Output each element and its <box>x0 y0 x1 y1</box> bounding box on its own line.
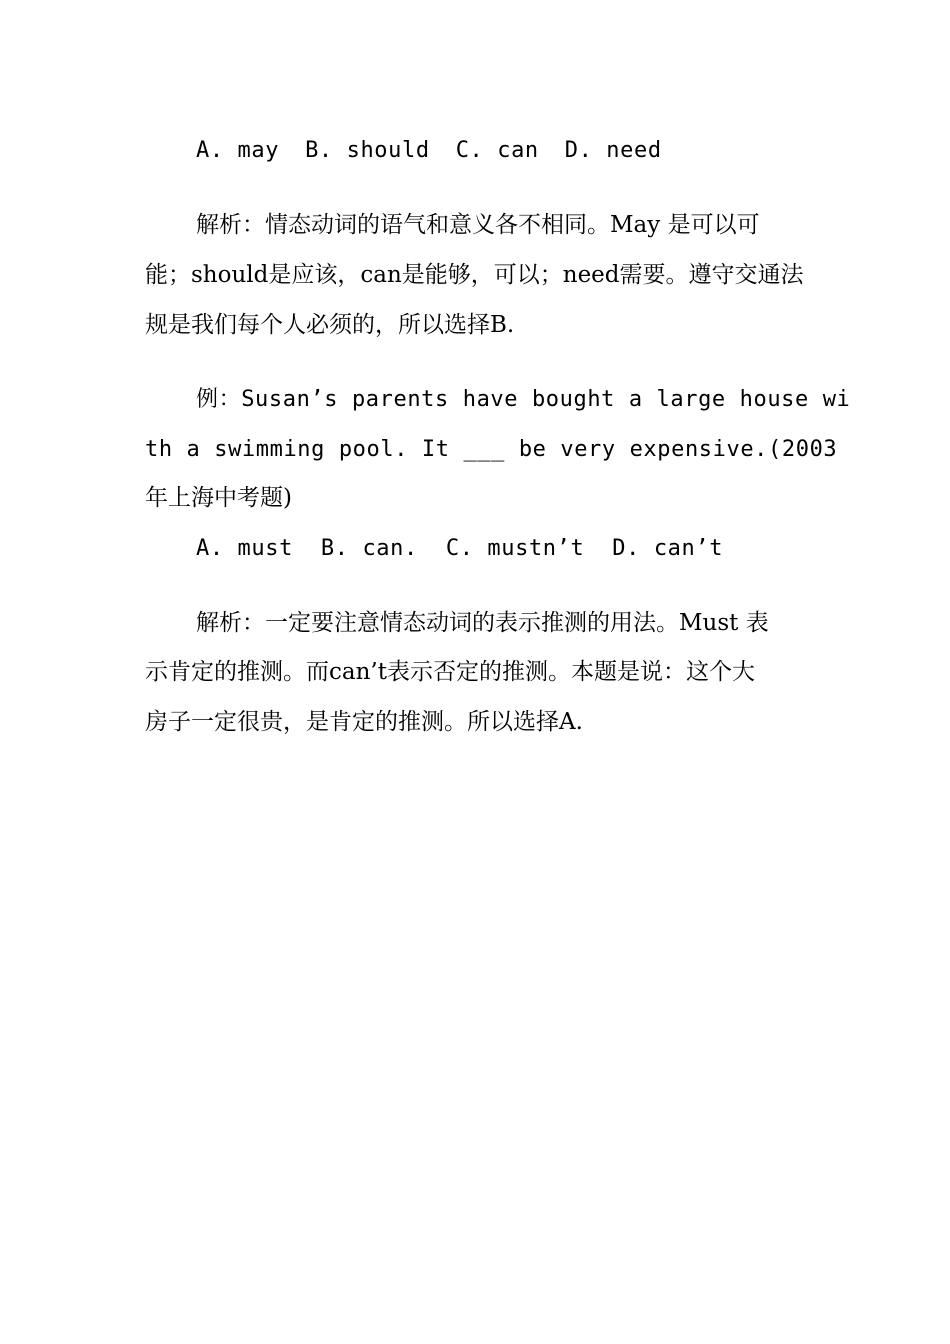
q1-analysis-line-2: 能；should是应该，can是能够，可以；need需要。遵守交通法 <box>145 262 804 288</box>
q1-option-d: D. need <box>564 138 662 163</box>
q2-option-b: B. can. <box>320 536 418 561</box>
q2-option-c: C. mustn’t <box>445 536 585 561</box>
q1-analysis-line-1: 解析：情态动词的语气和意义各不相同。May 是可以可 <box>196 212 760 238</box>
q2-option-d: D. can’t <box>612 536 724 561</box>
q1-option-c: C. can <box>455 138 539 163</box>
q1-option-a: A. may <box>196 138 280 163</box>
q2-options-row <box>196 534 810 564</box>
q2-option-a: A. must <box>196 536 293 561</box>
q1-options-row <box>196 136 810 166</box>
q2-analysis-line-1: 解析：一定要注意情态动词的表示推测的用法。Must 表 <box>196 610 769 636</box>
q2-analysis-line-3: 房子一定很贵，是肯定的推测。所以选择A. <box>145 709 583 735</box>
q2-example-line-2: th a swimming pool. It ___ be very expensive.(2003 <box>145 437 838 462</box>
q1-option-b: B. should <box>305 138 430 163</box>
q2-example-line-1: 例：Susan’s parents have bought a large house wi <box>196 387 851 412</box>
q2-analysis-line-2: 示肯定的推测。而can’t表示否定的推测。本题是说：这个大 <box>145 659 755 685</box>
q2-example-line-3: 年上海中考题) <box>145 485 292 511</box>
q1-analysis-line-3: 规是我们每个人必须的，所以选择B. <box>145 312 515 338</box>
